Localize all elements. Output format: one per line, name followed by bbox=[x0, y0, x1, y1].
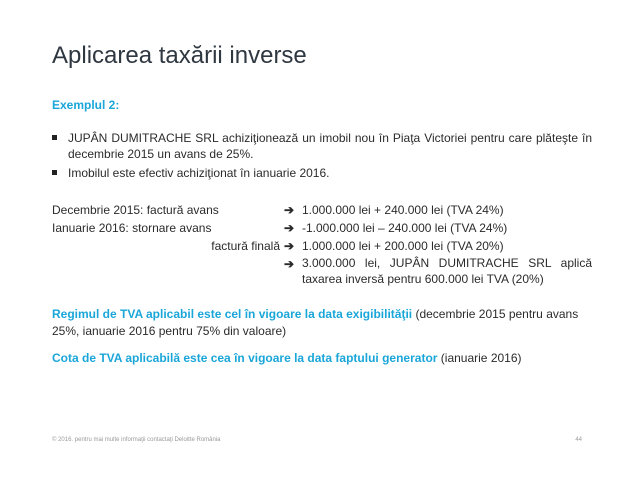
bullet-item bbox=[52, 130, 592, 162]
invoice-row bbox=[52, 237, 592, 255]
vat-rate-highlight: Cota de TVA aplicabilă este cea în vigoare la data faptului generator bbox=[52, 351, 438, 365]
bullet-item bbox=[52, 165, 592, 181]
slide-title: Aplicarea taxării inverse bbox=[52, 42, 307, 69]
bullet-list bbox=[52, 130, 592, 184]
bullet-square-icon bbox=[52, 135, 57, 140]
invoice-rows bbox=[52, 201, 592, 289]
invoice-row-value: 3.000.000 lei, JUPÂN DUMITRACHE SRL aplică taxarea inversă pentru 600.000 lei TVA (20%) bbox=[302, 256, 592, 286]
invoice-row-label: Ianuarie 2016: stornare avans bbox=[52, 221, 212, 235]
bullet-text: JUPÂN DUMITRACHE SRL achiziţionează un imobil nou în Piaţa Victoriei pentru care plăteşte în decembrie 2015 un avans de 25%. bbox=[68, 131, 592, 161]
arrow-right-icon: ➔ bbox=[284, 221, 295, 235]
arrow-right-icon: ➔ bbox=[284, 239, 295, 253]
bullet-square-icon bbox=[52, 170, 57, 175]
invoice-row bbox=[52, 255, 592, 289]
invoice-row-label: Decembrie 2015: factură avans bbox=[52, 203, 219, 217]
vat-rate-paragraph bbox=[52, 350, 592, 367]
invoice-row bbox=[52, 201, 592, 219]
arrow-right-icon: ➔ bbox=[284, 203, 295, 217]
vat-regime-highlight: Regimul de TVA aplicabil este cel în vigoare la data exigibilităţii bbox=[52, 307, 413, 321]
footer-copyright: © 2016. pentru mai multe informaţii contactaţi Deloitte România bbox=[52, 437, 221, 443]
invoice-row-label: factură finală bbox=[211, 239, 280, 253]
arrow-right-icon: ➔ bbox=[284, 257, 295, 271]
vat-regime-text: (decembrie 2015 pentru avans 25%, ianuarie 2016 pentru 75% din valoare) bbox=[52, 307, 579, 338]
invoice-row-value: 1.000.000 lei + 240.000 lei (TVA 24%) bbox=[302, 203, 504, 217]
vat-regime-paragraph bbox=[52, 306, 592, 340]
invoice-row-value: 1.000.000 lei + 200.000 lei (TVA 20%) bbox=[302, 239, 504, 253]
invoice-row bbox=[52, 219, 592, 237]
page-number: 44 bbox=[575, 437, 582, 443]
vat-rate-text: (ianuarie 2016) bbox=[437, 351, 522, 365]
bullet-text: Imobilul este efectiv achiziţionat în ianuarie 2016. bbox=[68, 166, 330, 180]
example-label: Exemplul 2: bbox=[52, 98, 120, 112]
invoice-row-value: -1.000.000 lei – 240.000 lei (TVA 24%) bbox=[302, 221, 508, 235]
